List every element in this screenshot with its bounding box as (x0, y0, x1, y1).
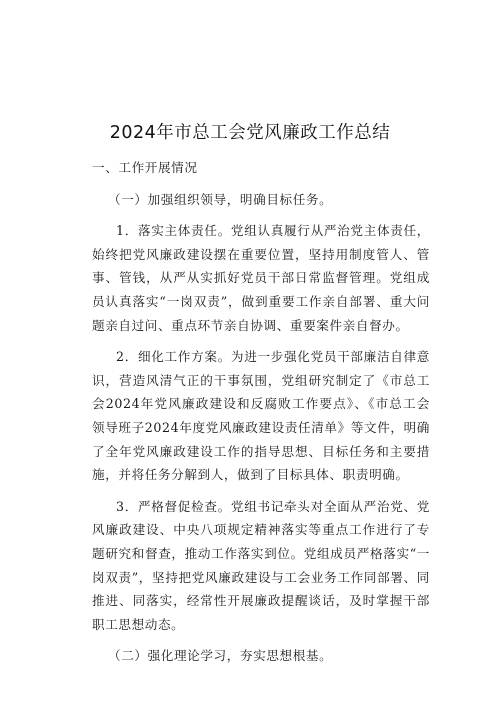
body-paragraph: 2．细化工作方案。为进一步强化党员干部廉洁自律意识，营造风清气正的干事氛围，党组研究制定了《市总工会2024年党风廉政建设和反腐败工作要点》、《市总工会领导班子2024年度党风廉政建设责任清单》等文件，明确了全年党风廉政建设工作的指导思想、目标任务和主要措施，并将任务分解到人，做到了目标具体、职责明确。 (92, 349, 430, 483)
document-title: 2024年市总工会党风廉政工作总结 (109, 123, 391, 143)
section-heading: 一、工作开展情况 (92, 160, 198, 175)
body-paragraph: 3．严格督促检查。党组书记牵头对全面从严治党、党风廉政建设、中央八项规定精神落实等重点工作进行了专题研究和督查，推动工作落实到位。党组成员严格落实“一岗双责”，坚持把党风廉政建设与工会业务工作同部署、同推进、同落实，经常性开展廉政提醒谈话，及时掌握干部职工思想动态。 (92, 498, 430, 632)
document-body (92, 156, 430, 676)
subsection-heading: （二）强化理论学习，夯实思想根基。 (108, 648, 333, 664)
body-paragraph: 1．落实主体责任。党组认真履行从严治党主体责任，始终把党风廉政建设摆在重要位置，坚持用制度管人、管事、管钱，从严从实抓好党员干部日常监督管理。党组成员认真落实“一岗双责”，做到重要工作亲自部署、重大问题亲自过问、重点环节亲自协调、重要案件亲自督办。 (92, 223, 430, 333)
subsection-heading: （一）加强组织领导，明确目标任务。 (108, 191, 333, 207)
